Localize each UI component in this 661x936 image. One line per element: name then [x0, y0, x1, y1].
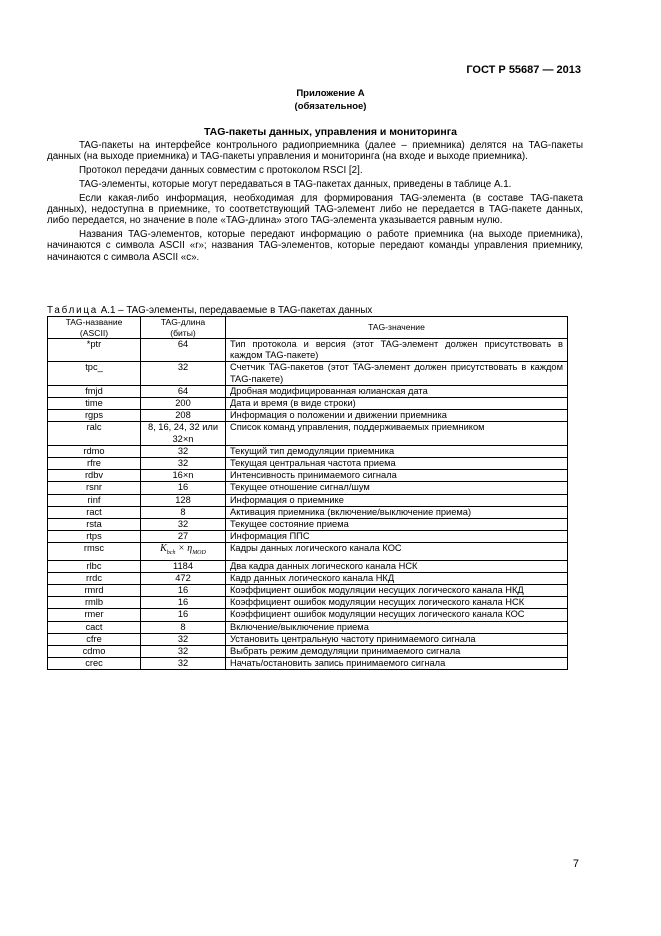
cell-tag-value: Дробная модифицированная юлианская дата [226, 385, 568, 397]
cell-tag-length: 472 [141, 572, 226, 584]
table-row [48, 585, 568, 597]
cell-tag-value: Установить центральную частоту принимаемого сигнала [226, 633, 568, 645]
table-row [48, 470, 568, 482]
cell-tag-value: Счетчик TAG-пакетов (этот TAG-элемент должен присутствовать в каждом TAG-пакете) [226, 362, 568, 385]
standard-code: ГОСТ Р 55687 — 2013 [466, 64, 581, 76]
cell-tag-name: tpc_ [48, 362, 141, 385]
cell-tag-name: cdmo [48, 646, 141, 658]
cell-tag-length: 208 [141, 410, 226, 422]
table-row [48, 445, 568, 457]
cell-tag-value: Текущее отношение сигнал/шум [226, 482, 568, 494]
cell-tag-value: Кадр данных логического канала НКД [226, 572, 568, 584]
paragraph: Названия TAG-элементов, которые передают информацию о работе приемника (на выходе приемника), начинаются с символа ASCII «r»; названия TAG-элементов, которые передают команды управления приемнику, начинаются с символа ASCII «c». [47, 229, 583, 263]
paragraph: TAG-пакеты на интерфейсе контрольного радиоприемника (далее – приемника) делятся на TAG-пакеты данных (на выходе приемника) и TAG-пакеты управления и мониторинга (на входе и выходе приемника). [47, 140, 583, 163]
table-row [48, 494, 568, 506]
table-row [48, 646, 568, 658]
cell-tag-value: Выбрать режим демодуляции принимаемого сигнала [226, 646, 568, 658]
cell-tag-name: *ptr [48, 339, 141, 362]
cell-tag-value: Текущее состояние приема [226, 519, 568, 531]
table-body [48, 339, 568, 670]
cell-tag-name: rmrd [48, 585, 141, 597]
table-row [48, 398, 568, 410]
cell-tag-name: ract [48, 506, 141, 518]
formula-eta-sub: MOD [192, 550, 206, 557]
table-row [48, 506, 568, 518]
table-header-row [48, 317, 568, 339]
cell-tag-length: 27 [141, 531, 226, 543]
cell-tag-length: 32 [141, 362, 226, 385]
cell-tag-name: rlbc [48, 560, 141, 572]
body-text [47, 140, 583, 265]
cell-tag-length: 32 [141, 646, 226, 658]
cell-tag-value: Коэффициент ошибок модуляции несущих логического канала НКД [226, 585, 568, 597]
cell-tag-length: 16×n [141, 470, 226, 482]
paragraph: Если какая-либо информация, необходимая для формирования TAG-элемента (в составе TAG-пакета данных), недоступна в приемнике, то соответствующий TAG-элемент либо не передается в TAG-пакете данных, либо передается, но значение в поле «TAG-длина» этого TAG-элемента указывается равным нулю. [47, 192, 583, 227]
table-caption-label: Таблица [47, 305, 99, 316]
cell-tag-length: 200 [141, 398, 226, 410]
cell-tag-value: Коэффициент ошибок модуляции несущих логического канала КОС [226, 609, 568, 621]
cell-tag-name: cfre [48, 633, 141, 645]
formula-eta: η [187, 543, 193, 555]
table-row [48, 609, 568, 621]
cell-tag-value: Дата и время (в виде строки) [226, 398, 568, 410]
table-row [48, 422, 568, 445]
cell-tag-name: rrdc [48, 572, 141, 584]
cell-tag-name: ralc [48, 422, 141, 445]
table-row [48, 543, 568, 560]
cell-tag-length: 16 [141, 597, 226, 609]
paragraph: TAG-элементы, которые могут передаваться в TAG-пакетах данных, приведены в таблице А.1. [79, 178, 512, 190]
page-number: 7 [572, 858, 579, 870]
cell-tag-value: Коэффициент ошибок модуляции несущих логического канала НСК [226, 597, 568, 609]
cell-tag-name: rmer [48, 609, 141, 621]
table-caption-text: А.1 – TAG-элементы, передаваемые в TAG-пакетах данных [98, 305, 373, 316]
table-row [48, 597, 568, 609]
header-tag-value: TAG-значение [226, 317, 568, 339]
cell-tag-length: 32 [141, 519, 226, 531]
table-row [48, 410, 568, 422]
table-row [48, 633, 568, 645]
formula-times: × [175, 543, 188, 555]
section-title: TAG-пакеты данных, управления и мониторинга [204, 126, 457, 138]
formula-k: K [160, 543, 167, 555]
cell-tag-name: fmjd [48, 385, 141, 397]
table-row [48, 385, 568, 397]
table-row [48, 482, 568, 494]
cell-tag-length: 64 [141, 339, 226, 362]
cell-tag-value: Начать/остановить запись принимаемого сигнала [226, 658, 568, 670]
table-row [48, 362, 568, 385]
cell-tag-length: 128 [141, 494, 226, 506]
cell-tag-value: Активация приемника (включение/выключение приема) [226, 506, 568, 518]
cell-tag-value: Текущий тип демодуляции приемника [226, 445, 568, 457]
cell-tag-length: 32 [141, 458, 226, 470]
table-row [48, 339, 568, 362]
cell-tag-length: 64 [141, 385, 226, 397]
cell-tag-length: 16 [141, 482, 226, 494]
cell-tag-length: 16 [141, 585, 226, 597]
cell-tag-value: Включение/выключение приема [226, 621, 568, 633]
cell-tag-length: 8 [141, 621, 226, 633]
cell-tag-value: Два кадра данных логического канала НСК [226, 560, 568, 572]
paragraph: Протокол передачи данных совместим с протоколом RSCI [2]. [79, 165, 363, 177]
cell-tag-name: rsta [48, 519, 141, 531]
cell-tag-name: rdbv [48, 470, 141, 482]
appendix-heading [0, 87, 661, 113]
table-row [48, 572, 568, 584]
table-caption [47, 305, 372, 316]
table-row [48, 560, 568, 572]
cell-tag-value: Информация о положении и движении приемника [226, 410, 568, 422]
cell-tag-name: rsnr [48, 482, 141, 494]
header-tag-name: TAG-название (ASCII) [48, 317, 141, 339]
cell-tag-length: 32 [141, 658, 226, 670]
tag-elements-table [47, 316, 568, 670]
cell-tag-length: 32 [141, 445, 226, 457]
cell-tag-length: 32 [141, 633, 226, 645]
cell-tag-value: Информация о приемнике [226, 494, 568, 506]
table-row [48, 621, 568, 633]
cell-tag-name: time [48, 398, 141, 410]
header-tag-length: TAG-длина (биты) [141, 317, 226, 339]
table-row [48, 531, 568, 543]
cell-tag-length: 1184 [141, 560, 226, 572]
table-row [48, 458, 568, 470]
formula-k-sub: bch [166, 550, 176, 557]
cell-tag-name: rinf [48, 494, 141, 506]
cell-tag-name: rfre [48, 458, 141, 470]
cell-tag-name: rmsc [48, 543, 141, 560]
table-row [48, 519, 568, 531]
cell-tag-name: rdmo [48, 445, 141, 457]
formula [160, 543, 206, 557]
cell-tag-value: Интенсивность принимаемого сигнала [226, 470, 568, 482]
cell-tag-length: 16 [141, 609, 226, 621]
cell-tag-name: rgps [48, 410, 141, 422]
appendix-title: Приложение А [296, 88, 365, 99]
cell-tag-name: rmlb [48, 597, 141, 609]
cell-tag-length: 8, 16, 24, 32 или 32×n [141, 422, 226, 445]
cell-tag-value: Информация ППС [226, 531, 568, 543]
cell-tag-name: cact [48, 621, 141, 633]
cell-tag-length: 8 [141, 506, 226, 518]
cell-tag-value: Тип протокола и версия (этот TAG-элемент должен присутствовать в каждом TAG-пакете) [226, 339, 568, 362]
cell-tag-name: rtps [48, 531, 141, 543]
table-row [48, 658, 568, 670]
cell-tag-name: crec [48, 658, 141, 670]
cell-tag-length-formula [141, 543, 226, 560]
cell-tag-value: Кадры данных логического канала КОС [226, 543, 568, 560]
appendix-status: (обязательное) [294, 101, 367, 112]
cell-tag-value: Текущая центральная частота приема [226, 458, 568, 470]
cell-tag-value: Список команд управления, поддерживаемых приемником [226, 422, 568, 445]
